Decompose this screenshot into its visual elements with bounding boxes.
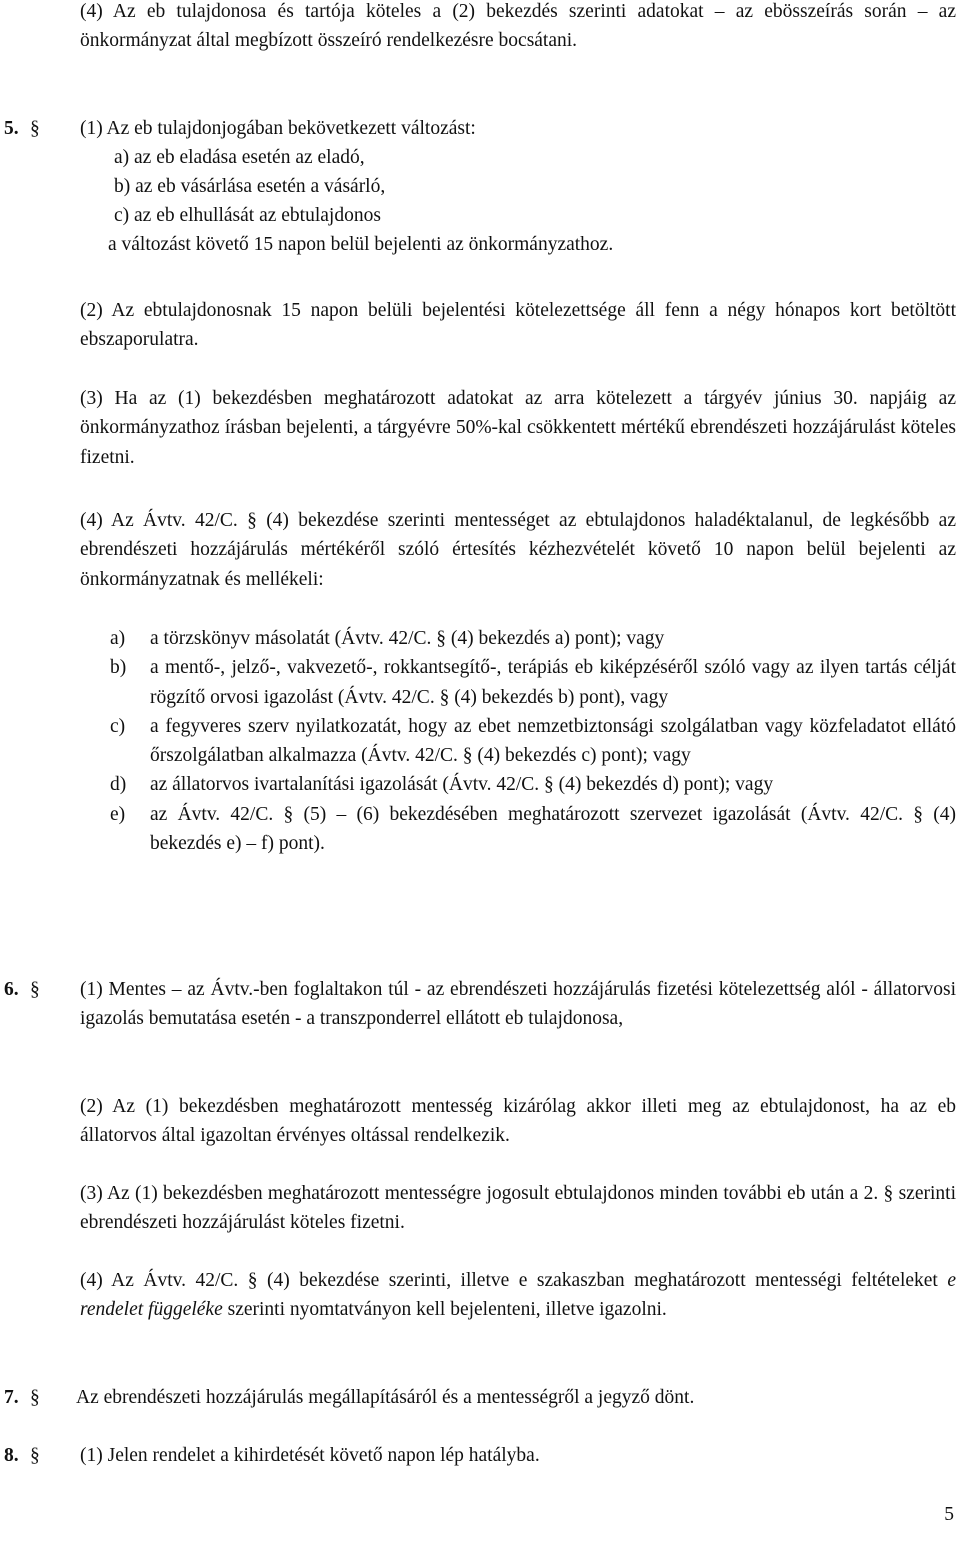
s5-paragraph-2: (2) Az ebtulajdonosnak 15 napon belüli bejelentési kötelezettsége áll fenn a négy hónapos kort betöltött ebszaporulatra. [80,300,956,351]
s5-paragraph-4: (4) Az Ávtv. 42/C. § (4) bekezdése szerinti mentességet az ebtulajdonos haladéktalanul, de legkésőbb az ebrendészeti hozzájárulás mértékéről szóló értesítés kézhezvételét követő 10 napon belül bejelenti az önkormányzatnak és mellékeli: [80,510,956,590]
s5-intro: (1) Az eb tulajdonjogában bekövetkezett változást: [80,118,476,139]
s5-item-a: a) az eb eladása esetén az eladó, [114,147,365,168]
s5-paragraph-3: (3) Ha az (1) bekezdésben meghatározott adatokat az arra kötelezett a tárgyév június 30. napjáig az önkormányzathoz írásban bejelenti, a tárgyévre 50%-kal csökkentett mértékű ebrendészeti hozzájárulást köteles fizetni. [80,388,956,468]
s6-paragraph-1: (1) Mentes – az Ávtv.-ben foglaltakon túl - az ebrendészeti hozzájárulás fizetési kötelezettség alól - állatorvosi igazolás bemutatása esetén - a transzponderrel ellátott eb tulajdonosa, [80,979,956,1030]
s5-tail: a változást követő 15 napon belül bejelenti az önkormányzathoz. [108,234,614,255]
s6-p4-before: (4) Az Ávtv. 42/C. § (4) bekezdése szerinti, illetve e szakaszban meghatározott mentességi feltételeket [80,1270,938,1291]
s6-paragraph-4 [80,1266,956,1325]
s8-text: (1) Jelen rendelet a kihirdetését követő napon lép hatályba. [80,1445,540,1466]
section-5-number: 5. [4,118,19,139]
section-7-number: 7. [4,1387,19,1408]
list-item: e) az Ávtv. 42/C. § (5) – (6) bekezdésében meghatározott szervezet igazolását (Ávtv. 42/C. § (4) bekezdés e) – f) pont). [110,803,956,855]
s6-paragraph-2: (2) Az (1) bekezdésben meghatározott mentesség kizárólag akkor illeti meg az ebtulajdonost, ha az eb állatorvos által igazoltan érvényes oltással rendelkezik. [80,1096,956,1147]
s6-paragraph-3: (3) Az (1) bekezdésben meghatározott mentességre jogosult ebtulajdonos minden további eb után a 2. § szerinti ebrendészeti hozzájárulást köteles fizetni. [80,1183,956,1234]
section-5-symbol: § [30,118,40,139]
s4-paragraph-4: (4) Az eb tulajdonosa és tartója köteles a (2) bekezdés szerinti adatokat – az ebösszeírás során – az önkormányzat által megbízott összeíró rendelkezésre bocsátani. [80,1,956,52]
s7-text: Az ebrendészeti hozzájárulás megállapításáról és a mentességről a jegyző dönt. [76,1387,695,1408]
list-item: b) a mentő-, jelző-, vakvezető-, rokkantsegítő-, terápiás eb kiképzéséről szóló vagy az ilyen tartás célját rögzítő orvosi igazolást (Ávtv. 42/C. § (4) bekezdés b) pont), vagy [110,657,956,708]
list-item: d) az állatorvos ivartalanítási igazolását (Ávtv. 42/C. § (4) bekezdés d) pont); vagy [110,774,774,796]
section-6-symbol: § [30,979,40,1000]
list-item: a) a törzskönyv másolatát (Ávtv. 42/C. § (4) bekezdés a) pont); vagy [110,628,665,649]
s6-p4-after: szerinti nyomtatványon kell bejelenteni, illetve igazolni. [227,1299,667,1321]
s5-item-b: b) az eb vásárlása esetén a vásárló, [114,176,386,197]
list-item: c) a fegyveres szerv nyilatkozatát, hogy az ebet nemzetbiztonsági szolgálatban vagy közfeladatot ellátó őrszolgálatban alkalmazza (Ávtv. 42/C. § (4) bekezdés c) pont); vagy [110,715,956,767]
s5-item-c: c) az eb elhullását az ebtulajdonos [114,205,381,226]
s6-p4-appendix-ref: e rendelet függeléke [80,1270,956,1321]
section-8-number: 8. [4,1445,19,1466]
section-6-number: 6. [4,979,19,1000]
section-7-symbol: § [30,1387,40,1408]
section-8-symbol: § [30,1445,40,1466]
s5-p4-list [110,624,956,858]
page-number: 5 [944,1504,954,1525]
